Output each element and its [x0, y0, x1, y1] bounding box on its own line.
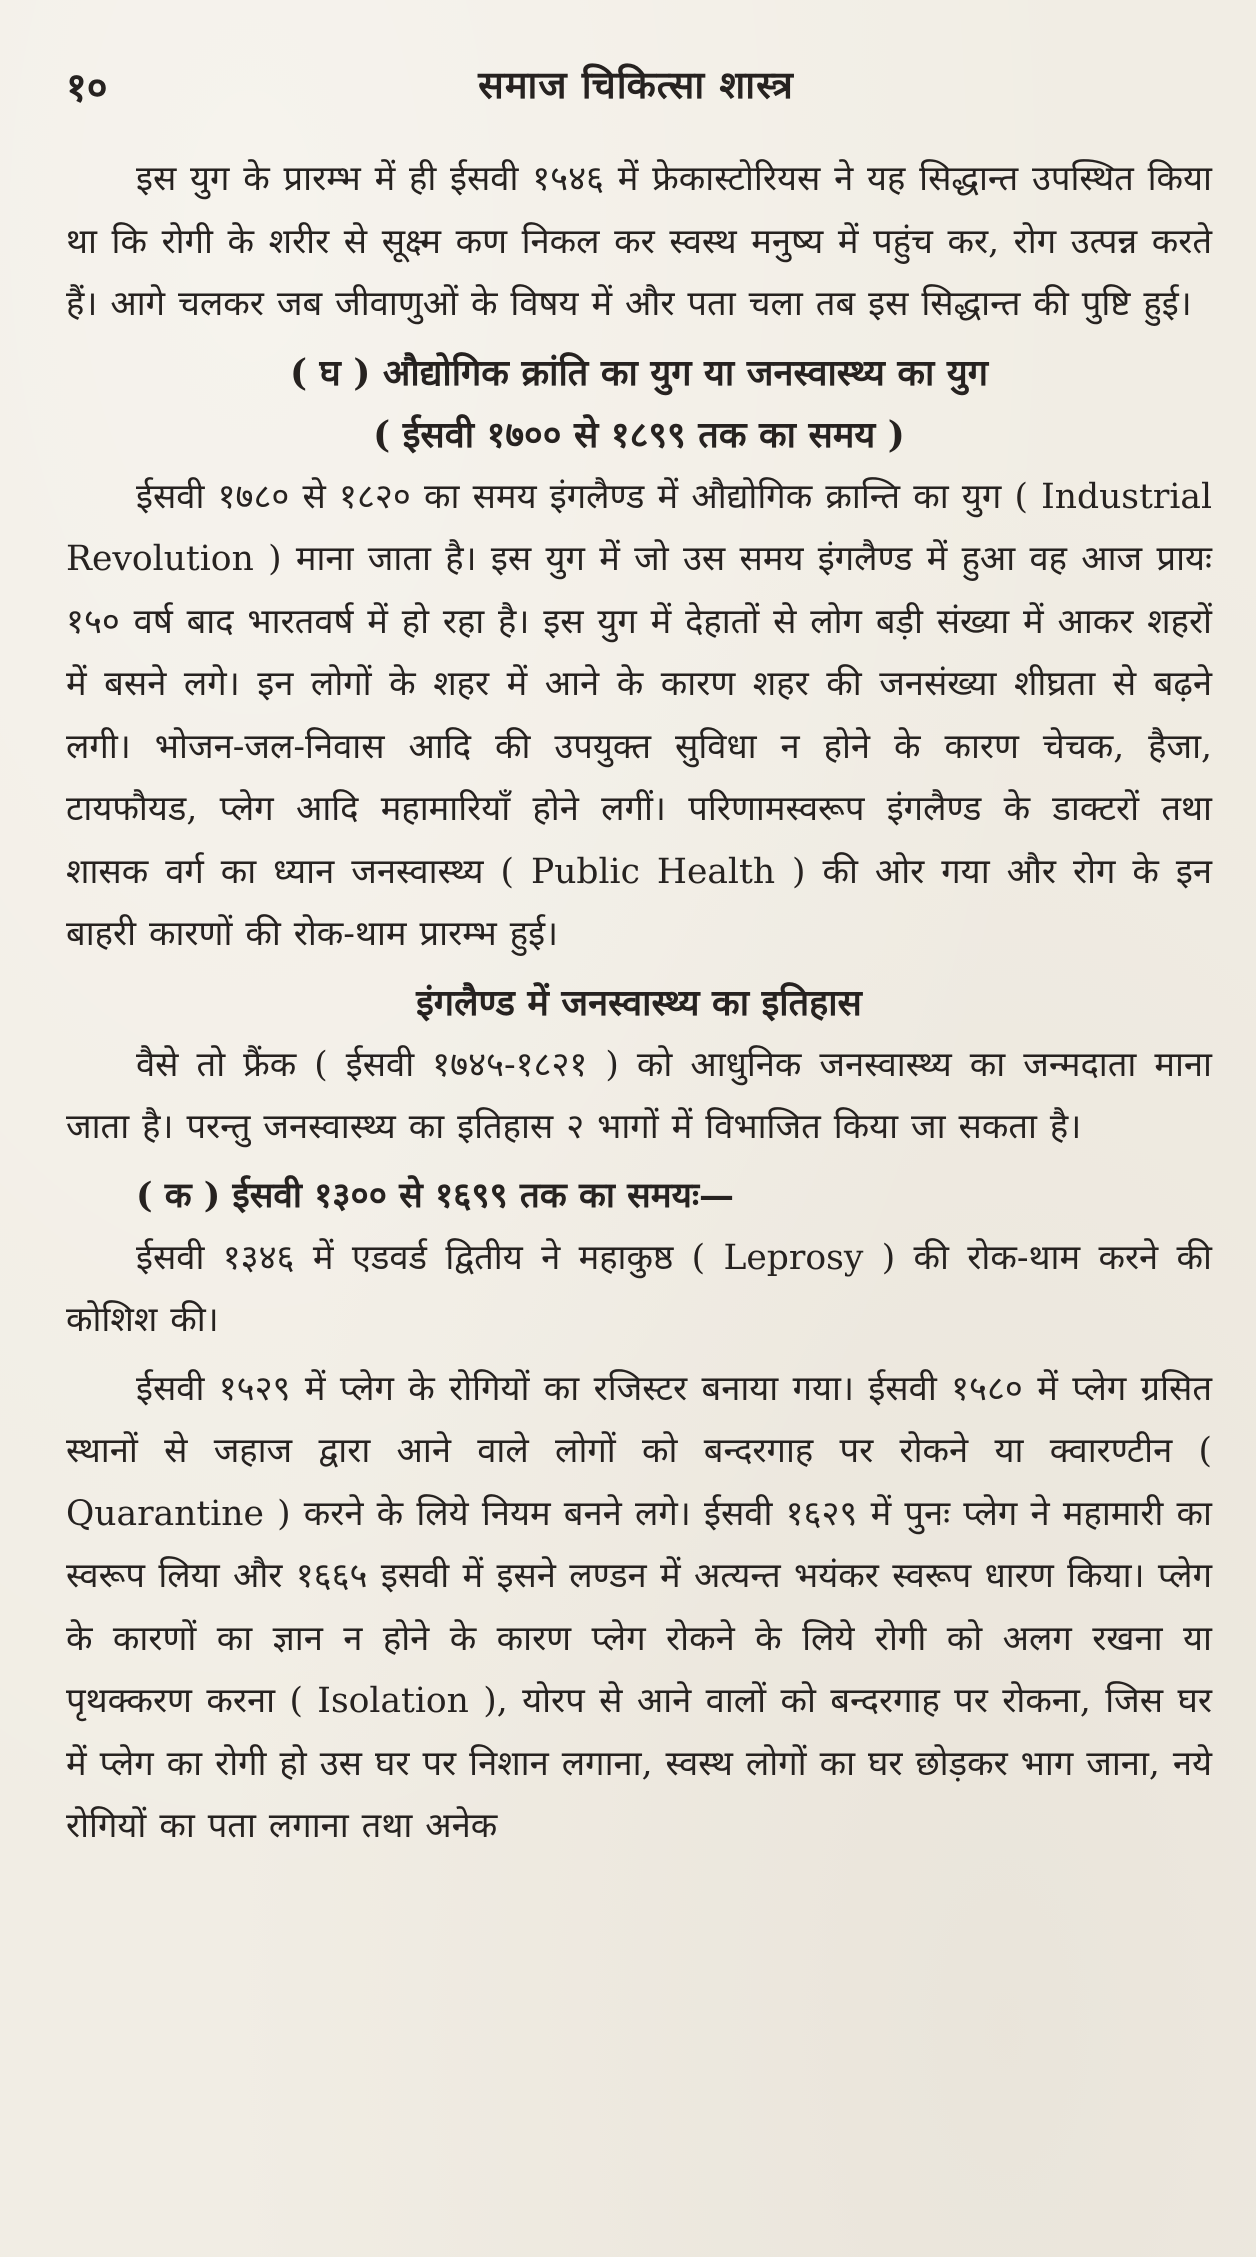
page-body	[66, 148, 1212, 1864]
subheading-ka: ( क ) ईसवी १३०० से १६९९ तक का समयः—	[136, 1174, 735, 1216]
history-heading: इंगलैण्ड में जनस्वास्थ्य का इतिहास	[416, 981, 862, 1024]
section-heading-line2: ( ईसवी १७०० से १८९९ तक का समय )	[373, 413, 905, 456]
paragraph-industrial-revolution: ईसवी १७८० से १८२० का समय इंगलैण्ड में औद्योगिक क्रान्ति का युग ( Industrial Revolution ) माना जाता है। इस युग में जो उस समय इंगलैण्ड में हुआ वह आज प्रायः १५० वर्ष बाद भारतवर्ष में हो रहा है। इस युग में देहातों से लोग बड़ी संख्या में आकर शहरों में बसने लगे। इन लोगों के शहर में आने के कारण शहर की जनसंख्या शीघ्रता से बढ़ने लगी। भोजन-जल-निवास आदि की उपयुक्त सुविधा न होने के कारण चेचक, हैजा, टायफौयड, प्लेग आदि महामारियाँ होने लगीं। परिणामस्वरूप इंगलैण्ड के डाक्टरों तथा शासक वर्ग का ध्यान जनस्वास्थ्य ( Public Health ) की ओर गया और रोग के इन बाहरी कारणों की रोक-थाम प्रारम्भ हुई।	[66, 476, 1212, 954]
section-heading-line1: ( घ ) औद्योगिक क्रांति का युग या जनस्वास्थ्य का युग	[289, 351, 989, 394]
paragraph-leprosy: ईसवी १३४६ में एडवर्ड द्वितीय ने महाकुष्ठ ( Leprosy ) की रोक-थाम करने की कोशिश की।	[66, 1237, 1212, 1340]
paragraph-frank: वैसे तो फ्रैंक ( ईसवी १७४५-१८२१ ) को आधुनिक जनस्वास्थ्य का जन्मदाता माना जाता है। परन्तु जनस्वास्थ्य का इतिहास २ भागों में विभाजित किया जा सकता है।	[66, 1044, 1212, 1147]
paragraph-plague: ईसवी १५२९ में प्लेग के रोगियों का रजिस्टर बनाया गया। ईसवी १५८० में प्लेग ग्रसित स्थानों से जहाज द्वारा आने वाले लोगों को बन्दरगाह पर रोकने या क्वारण्टीन ( Quarantine ) करने के लिये नियम बनने लगे। ईसवी १६२९ में पुनः प्लेग ने महामारी का स्वरूप लिया और १६६५ इसवी में इसने लण्डन में अत्यन्त भयंकर स्वरूप धारण किया। प्लेग के कारणों का ज्ञान न होने के कारण प्लेग रोकने के लिये रोगी को अलग रखना या पृथक्करण करना ( Isolation ), योरप से आने वालों को बन्दरगाह पर रोकना, जिस घर में प्लेग का रोगी हो उस घर पर निशान लगाना, स्वस्थ लोगों का घर छोड़कर भाग जाना, नये रोगियों का पता लगाना तथा अनेक	[66, 1368, 1212, 1846]
page-number: १०	[66, 64, 108, 111]
running-title: समाज चिकित्सा शास्त्र	[478, 62, 794, 107]
paragraph-intro: इस युग के प्रारम्भ में ही ईसवी १५४६ में फ्रेकास्टोरियस ने यह सिद्धान्त उपस्थित किया था कि रोगी के शरीर से सूक्ष्म कण निकल कर स्वस्थ मनुष्य में पहुंच कर, रोग उत्पन्न करते हैं। आगे चलकर जब जीवाणुओं के विषय में और पता चला तब इस सिद्धान्त की पुष्टि हुई।	[66, 159, 1212, 324]
page-header	[66, 58, 1206, 118]
